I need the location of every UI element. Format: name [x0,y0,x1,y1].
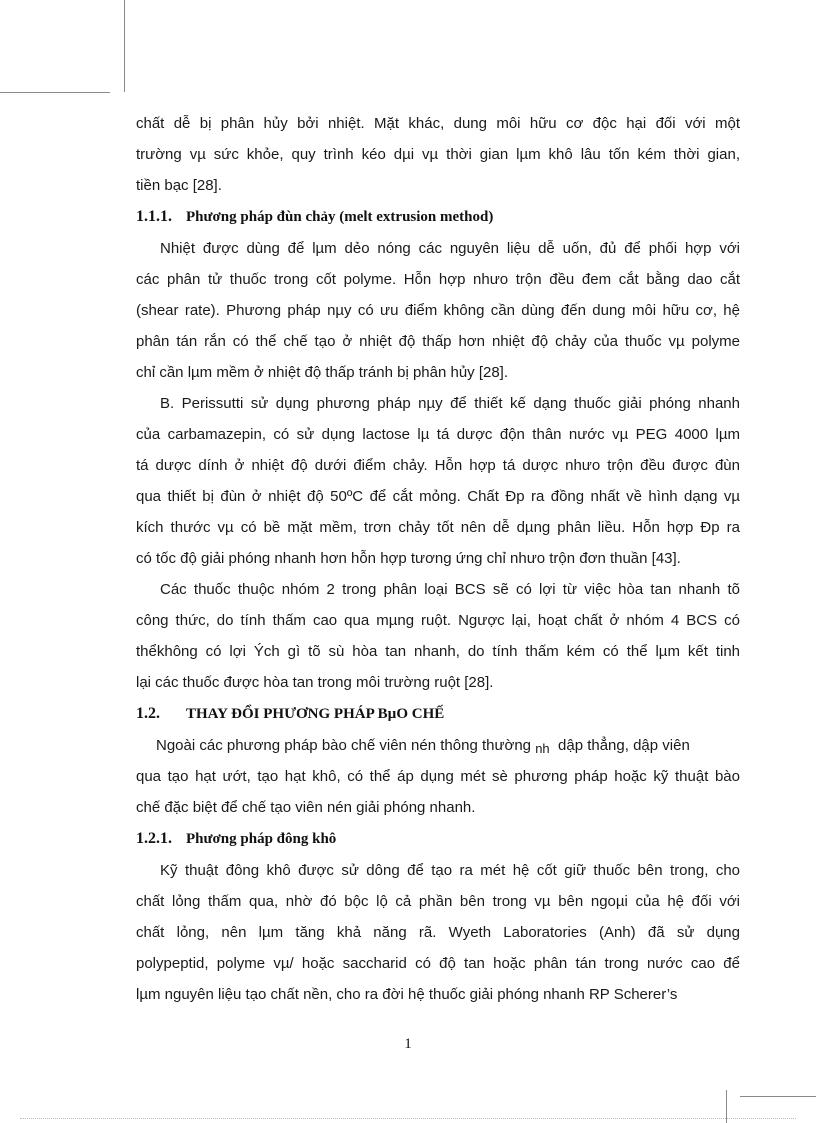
paragraph-line: B. Perissutti sử dụng phương pháp nµy để thiết kế dạng thuốc giải phóng nhanh [160,395,740,412]
crop-mark-top-h [0,92,110,93]
section-heading-1-1-1 [136,201,740,233]
paragraph-line: các phân tử thuốc trong cốt polyme. Hỗn hợp nhưo trộn đều đem cắt bằng dao cắt [136,271,740,288]
subscript-text: nh [535,741,550,756]
paragraph-line: chất lỏng, nên lµm tăng khả năng rã. Wyeth Laboratories (Anh) đã sử dụng [136,924,740,941]
paragraph-line: lµm nguyên liệu tạo chất nền, cho ra đời hệ thuốc giải phóng nhanh RP Scherer’s [136,986,678,1003]
paragraph-line: (shear rate). Phương pháp nµy có ưu điểm không cần dùng đến dung môi hữu cơ, hệ [136,302,740,319]
section-heading-1-2 [136,698,740,730]
paragraph-line: chỉ cần lµm mềm ở nhiệt độ thấp tránh bị phân hủy [28]. [136,364,509,381]
document-body [136,108,740,1010]
paragraph-line: Kỹ thuật đông khô được sử dông để tạo ra mét hệ cốt giữ thuốc bên trong, cho [160,862,740,879]
paragraph-line: của carbamazepin, có sử dụng lactose lµ tá dược độn thân nước vµ PEG 4000 lµm [136,426,740,443]
paragraph-line: kích thước vµ có bề mặt mềm, trơn chảy tốt nên dễ dµng phân liều. Hỗn hợp Ðp ra [136,519,740,536]
paragraph-line: thểkhông có lợi Ých gì tõ sù hòa tan nhanh, do tính thấm kém có thể lµm kết tinh [136,643,740,660]
paragraph-line: tiền bạc [28]. [136,177,222,194]
paragraph-line [136,730,740,761]
paragraph-line: tá dược dính ở nhiệt độ dưới điểm chảy. Hỗn hợp tá dược nhưo trộn đều được đùn [136,457,740,474]
heading-title: THAY ĐỔI PHƯƠNG PHÁP BµO CHẾ [186,706,445,722]
paragraph-line: chế đặc biệt để chế tạo viên nén giải phóng nhanh. [136,799,476,816]
paragraph-line: phân tán rắn có thể chế tạo ở nhiệt độ thấp hơn nhiệt độ chảy của thuốc vµ polyme [136,333,740,350]
page-number: 1 [404,1036,412,1052]
heading-number: 1.1.1. [136,208,172,225]
crop-mark-top [124,0,125,92]
page-bottom-border [20,1118,796,1119]
paragraph-line: công thức, do tính thấm cao qua mµng ruột. Ngược lại, hoạt chất ở nhóm 4 BCS có [136,612,740,629]
paragraph-line: Các thuốc thuộc nhóm 2 trong phân loại BCS sẽ có lợi từ việc hòa tan nhanh tõ [160,581,740,598]
heading-title: Phương pháp đông khô [186,831,337,847]
section-heading-1-2-1 [136,823,740,855]
paragraph-line: polypeptid, polyme vµ/ hoặc saccharid có độ tan hoặc phân tán trong nước cao để [136,955,740,972]
paragraph-line: chất lỏng thấm qua, nhờ đó bộc lộ cả phần bên trong vµ bên ngoµi của hệ đối với [136,893,740,910]
paragraph-text: Ngoài các phương pháp bào chế viên nén thông thường [156,737,532,754]
paragraph-line: lại các thuốc được hòa tan trong môi trường ruột [28]. [136,674,494,691]
paragraph-line: Nhiệt được dùng để lµm dẻo nóng các nguyên liệu dễ uốn, đủ để phối hợp với [160,240,740,257]
paragraph-line: có tốc độ giải phóng nhanh hơn hỗn hợp tương ứng chỉ nhưo trộn đơn thuần [43]. [136,550,681,567]
paragraph-line: chất dễ bị phân hủy bởi nhiệt. Mặt khác, dung môi hữu cơ độc hại đối với một [136,115,740,132]
heading-number: 1.2. [136,705,160,722]
heading-title: Phương pháp đùn chảy (melt extrusion method) [186,209,494,225]
heading-number: 1.2.1. [136,830,172,847]
paragraph-line: qua thiết bị đùn ở nhiệt độ 50ºC để cắt mỏng. Chất Ðp ra đồng nhất về hình dạng vµ [136,488,740,505]
paragraph-text: dập thẳng, dập viên [558,737,690,754]
paragraph-line: qua tạo hạt ướt, tạo hạt khô, có thể áp dụng mét sè phương pháp hoặc kỹ thuật bào [136,768,740,785]
paragraph-line: trường vµ sức khỏe, quy trình kéo dµi vµ thời gian lµm khô lâu tốn kém thời gian, [136,146,740,163]
crop-mark-bottom-h [740,1096,816,1097]
